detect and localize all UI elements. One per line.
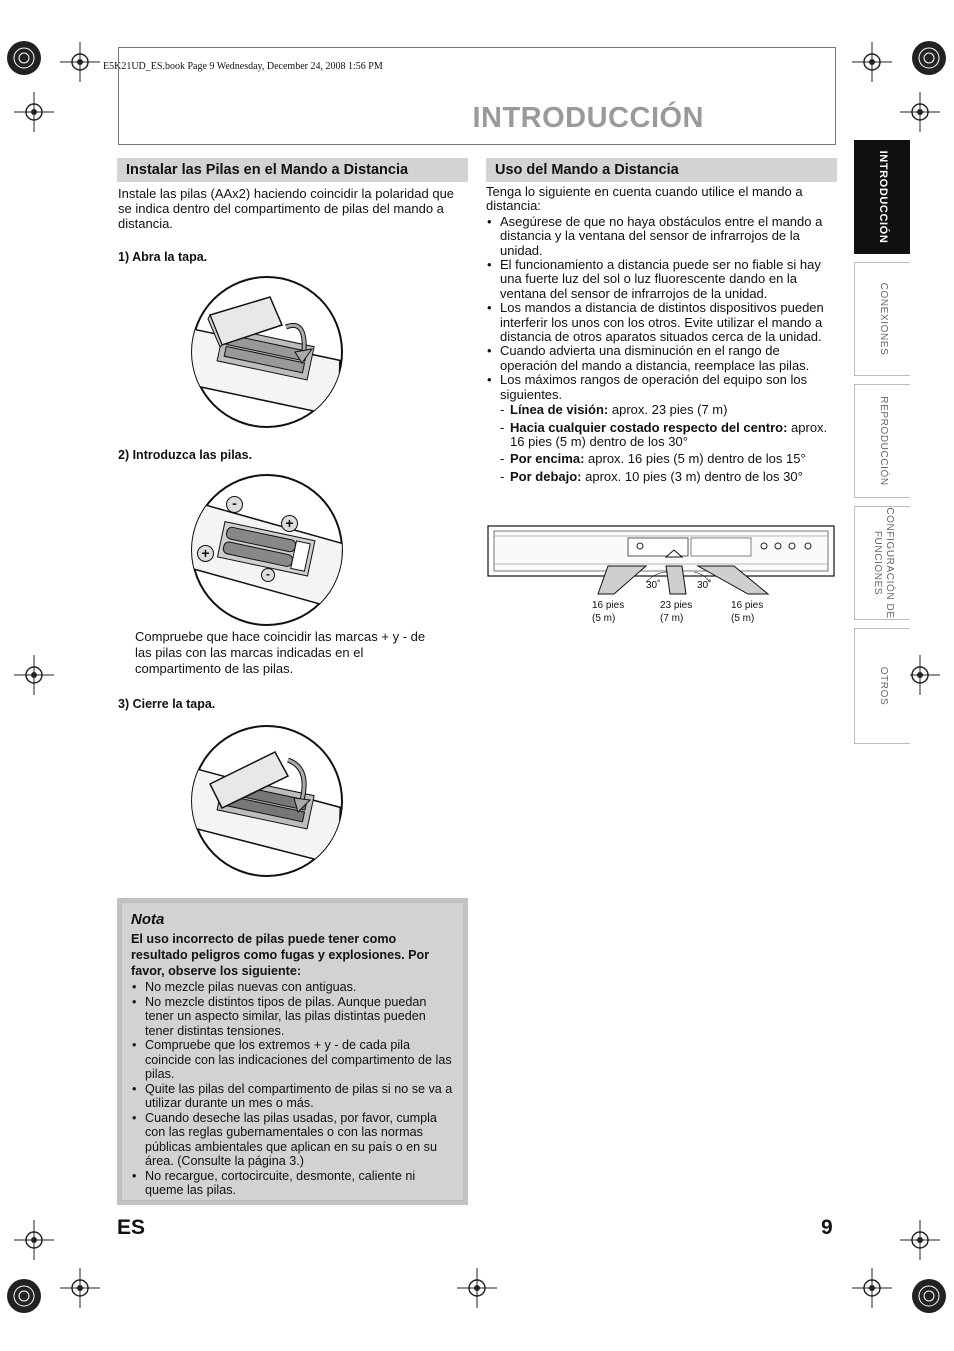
list-item: • Quite las pilas del compartimento de pilas si no se va a utilizar durante un mes o más. bbox=[131, 1082, 454, 1111]
range-value: aprox. 16 pies (5 m) dentro de los 15° bbox=[584, 451, 806, 467]
list-item: • No recargue, cortocircuite, desmonte, caliente ni queme las pilas. bbox=[131, 1169, 454, 1198]
registration-mark-icon bbox=[4, 1276, 44, 1316]
tab-label: INTRODUCCIÓN bbox=[876, 150, 889, 244]
tab-label bbox=[871, 507, 895, 618]
plus-mark-icon: + bbox=[197, 545, 214, 562]
operating-ranges bbox=[486, 403, 838, 484]
range-item bbox=[486, 421, 838, 450]
crosshair-icon bbox=[60, 1268, 100, 1308]
distance-feet: 23 pies bbox=[660, 600, 693, 611]
crosshair-icon bbox=[14, 1220, 54, 1260]
page-number: 9 bbox=[821, 1216, 833, 1239]
angle-label-right: 30˚ bbox=[697, 580, 712, 591]
list-item: • Asegúrese de que no haya obstáculos entre el mando a distancia y la ventana del sensor de infrarrojos de la unidad. bbox=[486, 215, 838, 258]
tab-label-line: CONFIGURACIÓN DE bbox=[883, 507, 895, 619]
page-title: INTRODUCCIÓN bbox=[472, 102, 704, 134]
distance-feet: 16 pies bbox=[731, 600, 764, 611]
angle-label-left: 30˚ bbox=[646, 580, 661, 591]
range-label: Hacia cualquier costado respecto del centro: bbox=[510, 419, 788, 435]
distance-meters: (5 m) bbox=[592, 613, 616, 624]
registration-mark-icon bbox=[4, 38, 44, 78]
distance-meters: (5 m) bbox=[731, 613, 755, 624]
list-item: • Los máximos rangos de operación del equipo son los siguientes. bbox=[486, 373, 838, 402]
remote-use-content bbox=[486, 185, 838, 487]
plus-mark-icon: + bbox=[281, 515, 298, 532]
crosshair-icon bbox=[14, 655, 54, 695]
crosshair-icon bbox=[852, 1268, 892, 1308]
tab-otros[interactable] bbox=[854, 628, 910, 744]
close-cover-illustration bbox=[190, 724, 345, 879]
crosshair-icon bbox=[457, 1268, 497, 1308]
distance-feet: 16 pies bbox=[592, 600, 625, 611]
list-item: • El funcionamiento a distancia puede ser no fiable si hay una fuerte luz del sol o luz fluorescente dando en la ventana del sensor de infrarrojos de la unidad. bbox=[486, 258, 838, 301]
crosshair-icon bbox=[60, 42, 100, 82]
file-info-line: E5K21UD_ES.book Page 9 Wednesday, December 24, 2008 1:56 PM bbox=[103, 61, 383, 72]
registration-mark-icon bbox=[909, 38, 949, 78]
distance-label-center bbox=[660, 599, 692, 625]
language-code: ES bbox=[117, 1216, 146, 1239]
range-label: Línea de visión: bbox=[510, 402, 609, 418]
range-value: aprox. 16 pies (5 m) dentro de los 30° bbox=[510, 419, 828, 449]
list-item: • No mezcle pilas nuevas con antiguas. bbox=[131, 980, 454, 995]
tab-label: REPRODUCCIÓN bbox=[877, 396, 889, 486]
note-box bbox=[117, 898, 468, 1205]
crosshair-icon bbox=[14, 92, 54, 132]
step-close-cover: 3) Cierre la tapa. bbox=[118, 697, 216, 711]
range-item bbox=[486, 470, 838, 484]
range-value: aprox. 10 pies (3 m) dentro de los 30° bbox=[581, 468, 803, 484]
note-list bbox=[131, 980, 454, 1198]
list-item: • Los mandos a distancia de distintos dispositivos pueden interferir los unos con los otros. Evite utilizar el mando a distancia de otros aparatos situados cerca de la unidad. bbox=[486, 301, 838, 344]
minus-mark-icon: - bbox=[261, 568, 275, 582]
range-label: Por encima: bbox=[510, 451, 585, 467]
tab-introduccion[interactable] bbox=[854, 140, 910, 254]
tab-reproduccion[interactable] bbox=[854, 384, 910, 498]
step-insert-batteries: 2) Introduzca las pilas. bbox=[118, 448, 253, 462]
open-cover-illustration bbox=[190, 275, 345, 430]
crosshair-icon bbox=[852, 42, 892, 82]
range-item bbox=[486, 403, 838, 417]
list-item: • Cuando advierta una disminución en el rango de operación del mando a distancia, reemplace las pilas. bbox=[486, 344, 838, 373]
distance-meters: (7 m) bbox=[660, 613, 684, 624]
crosshair-icon bbox=[900, 1220, 940, 1260]
note-inner bbox=[121, 902, 464, 1201]
polarity-check-text: Compruebe que hace coincidir las marcas + y - de las pilas con las marcas indicadas en el compartimento de las pilas. bbox=[135, 629, 426, 676]
remote-use-bullets bbox=[486, 215, 838, 402]
distance-label-right bbox=[731, 599, 763, 625]
tab-label: OTROS bbox=[877, 666, 889, 706]
section-heading-remote-use: Uso del Mando a Distancia bbox=[486, 158, 837, 182]
step-open-cover: 1) Abra la tapa. bbox=[118, 250, 208, 264]
tab-configuracion[interactable] bbox=[854, 506, 910, 620]
section-heading-batteries: Instalar las Pilas en el Mando a Distancia bbox=[117, 158, 468, 182]
list-item: • Compruebe que los extremos + y - de cada pila coincide con las indicaciones del compartimento de las pilas. bbox=[131, 1038, 454, 1082]
list-item: • No mezcle distintos tipos de pilas. Aunque puedan tener un aspecto similar, las pilas distintas pueden tener distintas tensiones. bbox=[131, 995, 454, 1039]
registration-mark-icon bbox=[909, 1276, 949, 1316]
range-item bbox=[486, 452, 838, 466]
note-lead: El uso incorrecto de pilas puede tener como resultado peligros como fugas y explosiones. Por favor, observe los siguiente: bbox=[131, 932, 430, 978]
range-label: Por debajo: bbox=[510, 468, 582, 484]
remote-use-intro: Tenga lo siguiente en cuenta cuando utilice el mando a distancia: bbox=[486, 184, 803, 214]
minus-mark-icon: - bbox=[226, 496, 243, 513]
batteries-intro: Instale las pilas (AAx2) haciendo coincidir la polaridad que se indica dentro del compartimento de pilas del mando a distancia. bbox=[118, 186, 455, 231]
range-value: aprox. 23 pies (7 m) bbox=[608, 402, 728, 418]
note-title: Nota bbox=[131, 911, 165, 928]
crosshair-icon bbox=[900, 92, 940, 132]
tab-label: CONEXIONES bbox=[877, 282, 889, 356]
distance-label-left bbox=[592, 599, 624, 625]
remote-range-diagram bbox=[486, 524, 836, 600]
tab-conexiones[interactable] bbox=[854, 262, 910, 376]
list-item: • Cuando deseche las pilas usadas, por favor, cumpla con las reglas gubernamentales o con las normas públicas ambientales que aplican en su país o en su área. (Consulte la página 3.) bbox=[131, 1111, 454, 1169]
tab-label-line: FUNCIONES bbox=[871, 530, 883, 596]
